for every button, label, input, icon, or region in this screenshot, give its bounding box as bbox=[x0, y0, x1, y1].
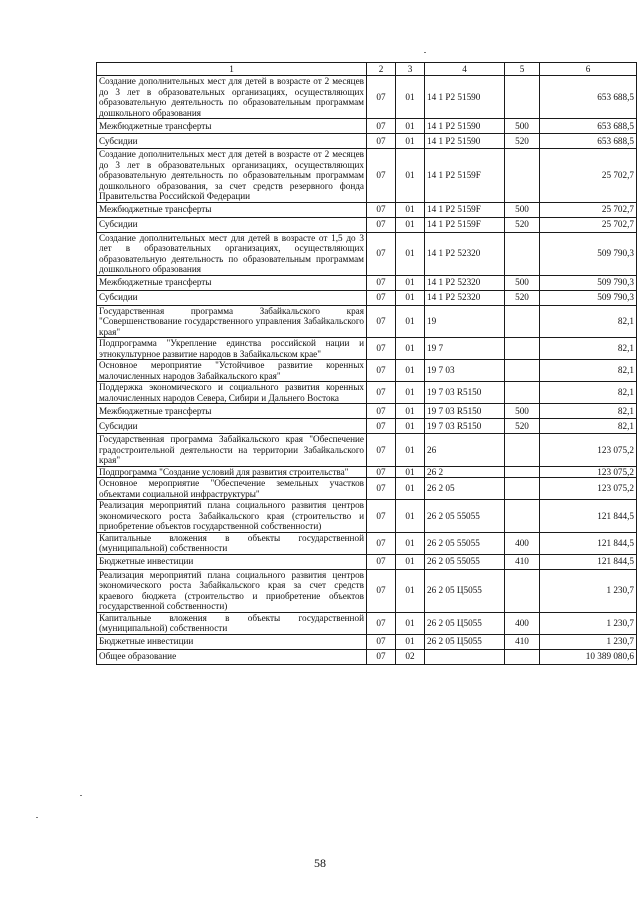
row-section: 07 bbox=[367, 434, 396, 467]
row-section: 07 bbox=[367, 478, 396, 500]
row-name: Основное мероприятие "Обеспечение земельных участков объектами социальной инфраструктуры" bbox=[97, 478, 367, 500]
row-expense-type: 400 bbox=[505, 532, 540, 554]
row-section: 07 bbox=[367, 612, 396, 634]
header-col-4: 4 bbox=[425, 63, 505, 76]
row-section: 07 bbox=[367, 649, 396, 664]
table-row bbox=[97, 434, 637, 467]
row-target-article: 26 2 05 Ц5055 bbox=[425, 612, 505, 634]
row-expense-type bbox=[505, 382, 540, 404]
row-section: 07 bbox=[367, 569, 396, 612]
row-name: Межбюджетные трансферты bbox=[97, 275, 367, 290]
row-expense-type: 410 bbox=[505, 634, 540, 649]
row-amount: 10 389 080,6 bbox=[540, 649, 637, 664]
row-expense-type bbox=[505, 305, 540, 338]
row-target-article: 19 7 03 bbox=[425, 360, 505, 382]
row-target-article: 26 2 05 bbox=[425, 478, 505, 500]
row-name: Создание дополнительных мест для детей в возрасте от 2 месяцев до 3 лет в образовательных организациях, осуществляющих образовательную деятельность по образовательным программам дошкольного образования bbox=[97, 76, 367, 119]
table-row bbox=[97, 612, 637, 634]
row-section: 07 bbox=[367, 232, 396, 275]
row-target-article: 26 2 05 Ц5055 bbox=[425, 569, 505, 612]
row-target-article: 19 7 bbox=[425, 338, 505, 360]
row-amount: 1 230,7 bbox=[540, 612, 637, 634]
row-section: 07 bbox=[367, 382, 396, 404]
row-target-article: 26 2 05 Ц5055 bbox=[425, 634, 505, 649]
row-name: Общее образование bbox=[97, 649, 367, 664]
row-target-article: 14 1 P2 51590 bbox=[425, 134, 505, 149]
row-expense-type bbox=[505, 500, 540, 533]
row-expense-type: 500 bbox=[505, 119, 540, 134]
table-row bbox=[97, 305, 637, 338]
row-subsection: 01 bbox=[396, 119, 425, 134]
header-row bbox=[97, 63, 637, 76]
row-subsection: 01 bbox=[396, 404, 425, 419]
row-expense-type bbox=[505, 569, 540, 612]
row-section: 07 bbox=[367, 76, 396, 119]
row-amount: 121 844,5 bbox=[540, 554, 637, 569]
row-section: 07 bbox=[367, 360, 396, 382]
table-row bbox=[97, 76, 637, 119]
row-expense-type: 520 bbox=[505, 217, 540, 232]
row-target-article: 14 1 P2 52320 bbox=[425, 290, 505, 305]
row-target-article: 14 1 P2 51590 bbox=[425, 76, 505, 119]
row-section: 07 bbox=[367, 532, 396, 554]
row-section: 07 bbox=[367, 305, 396, 338]
table-row bbox=[97, 232, 637, 275]
row-name: Подпрограмма "Создание условий для развития строительства" bbox=[97, 466, 367, 478]
row-subsection: 01 bbox=[396, 360, 425, 382]
row-name: Подпрограмма "Укрепление единства российской нации и этнокультурное развитие народов в Забайкальском крае" bbox=[97, 338, 367, 360]
table-row bbox=[97, 217, 637, 232]
row-amount: 1 230,7 bbox=[540, 634, 637, 649]
header-col-2: 2 bbox=[367, 63, 396, 76]
row-subsection: 01 bbox=[396, 338, 425, 360]
row-amount: 121 844,5 bbox=[540, 532, 637, 554]
row-name: Субсидии bbox=[97, 134, 367, 149]
row-target-article: 26 2 05 55055 bbox=[425, 554, 505, 569]
row-name: Государственная программа Забайкальского края "Обеспечение градостроительной деятельности на территории Забайкальского края" bbox=[97, 434, 367, 467]
row-target-article: 26 2 bbox=[425, 466, 505, 478]
table-row bbox=[97, 500, 637, 533]
row-amount: 82,1 bbox=[540, 419, 637, 434]
row-amount: 653 688,5 bbox=[540, 76, 637, 119]
table-row bbox=[97, 275, 637, 290]
row-amount: 509 790,3 bbox=[540, 275, 637, 290]
row-subsection: 01 bbox=[396, 217, 425, 232]
row-target-article: 14 1 P2 52320 bbox=[425, 275, 505, 290]
row-target-article: 14 1 P2 52320 bbox=[425, 232, 505, 275]
row-amount: 82,1 bbox=[540, 360, 637, 382]
row-amount: 82,1 bbox=[540, 404, 637, 419]
row-section: 07 bbox=[367, 119, 396, 134]
budget-table bbox=[96, 62, 637, 665]
row-name: Субсидии bbox=[97, 419, 367, 434]
table-row bbox=[97, 149, 637, 203]
table-row bbox=[97, 382, 637, 404]
row-expense-type bbox=[505, 338, 540, 360]
row-amount: 653 688,5 bbox=[540, 119, 637, 134]
row-name: Субсидии bbox=[97, 217, 367, 232]
row-name: Реализация мероприятий плана социального развития центров экономического роста Забайкальского края за счет средств краевого бюджета (строительство и приобретение объектов государственной собственности) bbox=[97, 569, 367, 612]
row-expense-type: 500 bbox=[505, 202, 540, 217]
row-name: Межбюджетные трансферты bbox=[97, 202, 367, 217]
row-amount: 82,1 bbox=[540, 382, 637, 404]
row-expense-type bbox=[505, 649, 540, 664]
table-row bbox=[97, 634, 637, 649]
table-row bbox=[97, 466, 637, 478]
row-name: Межбюджетные трансферты bbox=[97, 119, 367, 134]
row-subsection: 01 bbox=[396, 478, 425, 500]
row-name: Бюджетные инвестиции bbox=[97, 554, 367, 569]
row-subsection: 01 bbox=[396, 532, 425, 554]
row-subsection: 01 bbox=[396, 382, 425, 404]
row-target-article: 19 7 03 R5150 bbox=[425, 419, 505, 434]
row-amount: 123 075,2 bbox=[540, 466, 637, 478]
row-target-article: 14 1 P2 51590 bbox=[425, 119, 505, 134]
row-subsection: 01 bbox=[396, 500, 425, 533]
table-row bbox=[97, 119, 637, 134]
row-target-article bbox=[425, 649, 505, 664]
row-subsection: 01 bbox=[396, 149, 425, 203]
row-expense-type bbox=[505, 466, 540, 478]
row-subsection: 01 bbox=[396, 76, 425, 119]
row-expense-type bbox=[505, 360, 540, 382]
row-expense-type: 400 bbox=[505, 612, 540, 634]
table-row bbox=[97, 649, 637, 664]
row-section: 07 bbox=[367, 554, 396, 569]
row-amount: 25 702,7 bbox=[540, 217, 637, 232]
row-subsection: 01 bbox=[396, 290, 425, 305]
row-amount: 509 790,3 bbox=[540, 232, 637, 275]
table-row bbox=[97, 290, 637, 305]
row-name: Реализация мероприятий плана социального развития центров экономического роста Забайкальского края (строительство и приобретение объектов государственной собственности) bbox=[97, 500, 367, 533]
table-row bbox=[97, 478, 637, 500]
table-row bbox=[97, 554, 637, 569]
row-target-article: 19 bbox=[425, 305, 505, 338]
row-section: 07 bbox=[367, 466, 396, 478]
table-row bbox=[97, 404, 637, 419]
row-subsection: 01 bbox=[396, 305, 425, 338]
row-section: 07 bbox=[367, 290, 396, 305]
table-row bbox=[97, 134, 637, 149]
row-amount: 653 688,5 bbox=[540, 134, 637, 149]
row-expense-type bbox=[505, 478, 540, 500]
row-amount: 1 230,7 bbox=[540, 569, 637, 612]
row-subsection: 01 bbox=[396, 434, 425, 467]
row-name: Государственная программа Забайкальского края "Совершенствование государственного управления Забайкальского края" bbox=[97, 305, 367, 338]
row-subsection: 01 bbox=[396, 275, 425, 290]
row-amount: 509 790,3 bbox=[540, 290, 637, 305]
row-expense-type: 500 bbox=[505, 275, 540, 290]
row-section: 07 bbox=[367, 404, 396, 419]
row-amount: 121 844,5 bbox=[540, 500, 637, 533]
page-number: 58 bbox=[314, 856, 326, 870]
row-amount: 123 075,2 bbox=[540, 434, 637, 467]
row-target-article: 26 2 05 55055 bbox=[425, 500, 505, 533]
row-expense-type: 520 bbox=[505, 134, 540, 149]
table-row bbox=[97, 360, 637, 382]
table-row bbox=[97, 338, 637, 360]
row-subsection: 01 bbox=[396, 554, 425, 569]
row-name: Создание дополнительных мест для детей в возрасте от 2 месяцев до 3 лет в образовательных организациях, осуществляющих образовательную деятельность по образовательным программам дошкольного образования, за счет средств резервного фонда Правительства Российской Федерации bbox=[97, 149, 367, 203]
row-name: Поддержка экономического и социального развития коренных малочисленных народов Севера, Сибири и Дальнего Востока bbox=[97, 382, 367, 404]
row-section: 07 bbox=[367, 419, 396, 434]
row-expense-type: 520 bbox=[505, 290, 540, 305]
table-row bbox=[97, 419, 637, 434]
row-section: 07 bbox=[367, 217, 396, 232]
row-section: 07 bbox=[367, 634, 396, 649]
row-target-article: 19 7 03 R5150 bbox=[425, 382, 505, 404]
row-subsection: 01 bbox=[396, 232, 425, 275]
row-name: Создание дополнительных мест для детей в возрасте от 1,5 до 3 лет в образовательных организациях, осуществляющих образовательную деятельность по образовательным программам дошкольного образования bbox=[97, 232, 367, 275]
row-expense-type: 520 bbox=[505, 419, 540, 434]
row-expense-type: 500 bbox=[505, 404, 540, 419]
row-target-article: 19 7 03 R5150 bbox=[425, 404, 505, 419]
row-subsection: 01 bbox=[396, 202, 425, 217]
row-amount: 25 702,7 bbox=[540, 149, 637, 203]
row-name: Субсидии bbox=[97, 290, 367, 305]
row-amount: 123 075,2 bbox=[540, 478, 637, 500]
header-col-1: 1 bbox=[97, 63, 367, 76]
row-name: Межбюджетные трансферты bbox=[97, 404, 367, 419]
row-section: 07 bbox=[367, 149, 396, 203]
row-section: 07 bbox=[367, 134, 396, 149]
row-section: 07 bbox=[367, 500, 396, 533]
row-name: Капитальные вложения в объекты государственной (муниципальной) собственности bbox=[97, 612, 367, 634]
row-subsection: 01 bbox=[396, 466, 425, 478]
row-subsection: 01 bbox=[396, 419, 425, 434]
row-subsection: 02 bbox=[396, 649, 425, 664]
row-subsection: 01 bbox=[396, 569, 425, 612]
row-section: 07 bbox=[367, 338, 396, 360]
row-target-article: 26 bbox=[425, 434, 505, 467]
row-target-article: 14 1 P2 5159F bbox=[425, 149, 505, 203]
row-amount: 82,1 bbox=[540, 305, 637, 338]
row-target-article: 14 1 P2 5159F bbox=[425, 217, 505, 232]
row-section: 07 bbox=[367, 202, 396, 217]
row-expense-type bbox=[505, 232, 540, 275]
row-expense-type: 410 bbox=[505, 554, 540, 569]
row-subsection: 01 bbox=[396, 134, 425, 149]
row-subsection: 01 bbox=[396, 634, 425, 649]
row-expense-type bbox=[505, 149, 540, 203]
table-row bbox=[97, 202, 637, 217]
row-expense-type bbox=[505, 76, 540, 119]
table-row bbox=[97, 532, 637, 554]
table-body bbox=[97, 76, 637, 665]
row-name: Основное мероприятие "Устойчивое развитие коренных малочисленных народов Забайкальского края" bbox=[97, 360, 367, 382]
row-target-article: 26 2 05 55055 bbox=[425, 532, 505, 554]
table-row bbox=[97, 569, 637, 612]
header-col-3: 3 bbox=[396, 63, 425, 76]
row-amount: 25 702,7 bbox=[540, 202, 637, 217]
row-expense-type bbox=[505, 434, 540, 467]
row-subsection: 01 bbox=[396, 612, 425, 634]
row-amount: 82,1 bbox=[540, 338, 637, 360]
header-col-6: 6 bbox=[540, 63, 637, 76]
row-section: 07 bbox=[367, 275, 396, 290]
row-target-article: 14 1 P2 5159F bbox=[425, 202, 505, 217]
header-col-5: 5 bbox=[505, 63, 540, 76]
row-name: Капитальные вложения в объекты государственной (муниципальной) собственности bbox=[97, 532, 367, 554]
row-name: Бюджетные инвестиции bbox=[97, 634, 367, 649]
